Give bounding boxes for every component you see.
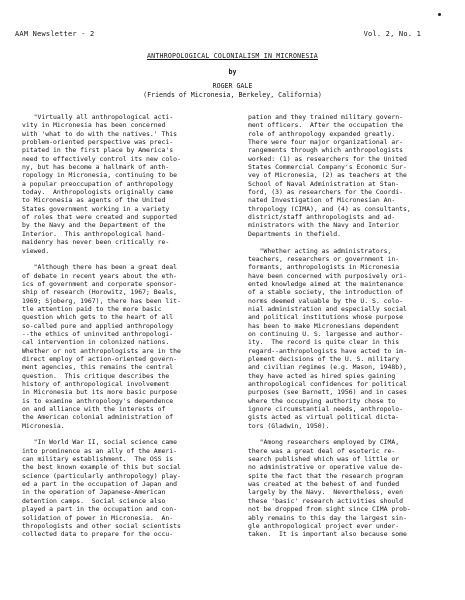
text-line: nial administration and especially social xyxy=(248,304,407,313)
text-line: teachers, researchers or government in- xyxy=(248,254,400,263)
paragraph xyxy=(22,438,222,538)
text-line: ministrators with the Navy and Interior xyxy=(248,221,400,230)
text-line: tors (Gladwin, 1950). xyxy=(248,421,330,430)
text-line: regard--anthropologists have acted to im- xyxy=(248,346,407,355)
text-line: largely by the Navy. Nevertheless, even xyxy=(248,488,404,497)
right-column xyxy=(248,113,448,547)
text-line: 1969; Sjoberg, 1967), there has been lit- xyxy=(22,296,181,305)
text-line: and political institutions whose purpose xyxy=(248,313,404,322)
text-line: maidenry has never been critically re- xyxy=(22,238,170,247)
text-line: viewed. xyxy=(22,246,50,255)
text-line: to Micronesia as agents of the United xyxy=(22,196,166,205)
text-line: spite the fact that the research program xyxy=(248,471,404,480)
text-line: pitated in the first place by America's xyxy=(22,146,174,155)
text-line: ship of research (Horowitz, 1967; Beals, xyxy=(22,288,178,297)
text-line: Departments in thefield. xyxy=(248,229,342,238)
text-line: they have acted as hired spies gaining xyxy=(248,371,396,380)
text-line: science (particularly anthropology) play- xyxy=(22,471,181,480)
text-line: pation and they trained military govern- xyxy=(248,113,404,121)
text-line: plement decisions of the U. S. military xyxy=(248,354,400,363)
text-line: rangements through which anthropologists xyxy=(248,146,404,155)
author-name: ROGER GALE xyxy=(212,82,253,90)
text-line: gle anthropological project ever under- xyxy=(248,521,400,530)
text-line: of roles that were created and supported xyxy=(22,213,178,222)
running-header-left: AAM Newsletter - 2 xyxy=(15,30,95,38)
text-line: no administrative or operative value de- xyxy=(248,463,404,472)
text-line: States government working in a variety xyxy=(22,204,170,213)
text-line: formants, anthropologists in Micronesia xyxy=(248,263,400,272)
text-line: "Whether acting as administrators, xyxy=(248,246,392,255)
text-line: Whether or not anthropologists are in the xyxy=(22,346,181,355)
page-mark xyxy=(438,13,441,16)
paragraph xyxy=(248,113,448,238)
text-line: have been concerned with purposively ori- xyxy=(248,271,407,280)
text-line: question. This critique describes the xyxy=(22,371,170,380)
text-line: cal intervention in colonized nations. xyxy=(22,338,170,347)
text-line: the American colonial administration of xyxy=(22,413,174,422)
text-line: by the Navy and the Department of the xyxy=(22,221,166,230)
text-line: norms deemed valuable by the U. S. colo- xyxy=(248,296,404,305)
text-line: gists acted as virtual political dicta- xyxy=(248,413,400,422)
text-line: on and alliance with the interests of xyxy=(22,405,166,414)
left-column xyxy=(22,113,222,547)
text-line: of a stable society, the introduction of xyxy=(248,288,404,297)
text-line: can military establishment. The OSS is xyxy=(22,455,174,464)
text-line: nated Investigation of Micronesian An- xyxy=(248,196,396,205)
text-line: ment agencies, this remains the central xyxy=(22,363,174,372)
text-line: not be dropped from sight since CIMA prob- xyxy=(248,505,411,514)
text-line: is to examine anthropology's dependence xyxy=(22,396,174,405)
text-line: Interior. This anthropological hand- xyxy=(22,229,166,238)
text-line: "In World War II, social science came xyxy=(22,438,178,447)
text-line: on continuing U. S. largesse and author- xyxy=(248,329,404,338)
text-line: anthropological confidences for political xyxy=(248,380,407,388)
text-line: vey of Micronesia, (2) as teachers at the xyxy=(248,171,407,180)
text-line: ed a part in the occupation of Japan and xyxy=(22,480,178,489)
text-line: the best known example of this but social xyxy=(22,463,181,472)
text-line: there was a great deal of esoteric re- xyxy=(248,446,396,455)
paragraph xyxy=(22,113,222,255)
text-line: a popular preoccupation of anthropology xyxy=(22,179,174,188)
text-line: taken. It is important also because some xyxy=(248,530,407,539)
text-line: was created at the behest of and funded xyxy=(248,480,400,489)
text-line: search published which was of little or xyxy=(248,455,400,464)
text-line: "Virtually all anthropological acti- xyxy=(22,113,174,121)
text-line: ropology in Micronesia, continuing to be xyxy=(22,171,178,180)
text-line: played a part in the occupation and con- xyxy=(22,505,178,514)
paragraph xyxy=(22,263,222,430)
text-line: "Among researchers employed by CIMA, xyxy=(248,438,400,447)
text-line: with 'what to do with the natives.' This xyxy=(22,129,178,138)
article-title: ANTHROPOLOGICAL COLONIALISM IN MICRONESIA xyxy=(147,52,318,60)
text-line: ity. The record is quite clear in this xyxy=(248,338,400,347)
text-line: into prominence as an ally of the Ameri- xyxy=(22,446,178,455)
text-line: thropologists and other social scientists xyxy=(22,521,181,530)
text-line: role of anthropology expanded greatly. xyxy=(248,129,396,138)
text-line: ented knowledge aimed at the maintenance xyxy=(248,279,404,288)
text-line: these 'basic' research activities should xyxy=(248,496,404,505)
running-header-right: Vol. 2, No. 1 xyxy=(363,30,421,38)
text-line: ment officers. After the occupation the xyxy=(248,121,404,130)
text-line: School of Naval Administration at Stan- xyxy=(248,179,400,188)
text-line: where the occupying authority chose to xyxy=(248,396,396,405)
text-line: tle attention paid to the more basic xyxy=(22,304,162,313)
text-line: There were four major organizational ar- xyxy=(248,138,404,147)
text-line: need to effectively control its new colo- xyxy=(22,154,181,163)
text-line: has been to make Micronesians dependent xyxy=(248,321,400,330)
text-line: vity in Micronesia has been concerned xyxy=(22,121,166,130)
paragraph xyxy=(248,247,448,431)
byline-by: by xyxy=(228,68,237,76)
text-line: purposes (see Barnett, 1956) and in cases xyxy=(248,388,407,397)
author-affiliation: (Friends of Micronesia, Berkeley, California) xyxy=(143,91,322,99)
text-line: district/staff anthropologists and ad- xyxy=(248,213,396,222)
text-line: and civilian regimes (e.g. Mason, 1948b), xyxy=(248,363,407,372)
text-line: of debate in recent years about the eth- xyxy=(22,271,178,280)
text-line: worked: (1) as researchers for the United xyxy=(248,154,407,163)
text-line: collected data to prepare for the occu- xyxy=(22,530,174,539)
text-line: --the ethics of uninvited anthropologi- xyxy=(22,329,174,338)
text-line: today. Anthropologists originally came xyxy=(22,188,174,197)
text-line: ny, but has become a hallmark of anth- xyxy=(22,163,170,172)
paragraph xyxy=(248,438,448,538)
text-line: solidation of power in Micronesia. An- xyxy=(22,513,174,522)
text-line: in the operation of Japanese-American xyxy=(22,488,166,497)
text-line: ignore circumstantial needs, anthropolo- xyxy=(248,405,404,414)
text-line: thropology (CIMA), and (4) as consultants, xyxy=(248,204,411,213)
text-line: direct employ of action-oriented govern- xyxy=(22,354,178,363)
text-line: ford, (3) as researchers for the Coordi- xyxy=(248,188,404,197)
text-line: "Although there has been a great deal xyxy=(22,263,178,272)
text-line: Micronesia. xyxy=(22,421,65,430)
text-line: problem-oriented perspective was preci- xyxy=(22,138,174,147)
text-line: so-called pure and applied anthropology xyxy=(22,321,174,330)
text-line: States Commercial Company's Economic Sur- xyxy=(248,163,407,172)
text-line: ics of government and corporate sponsor- xyxy=(22,279,178,288)
text-line: detention camps. Social science also xyxy=(22,496,166,505)
text-line: question which gets to the heart of all xyxy=(22,313,174,322)
text-line: history of anthropological involvement xyxy=(22,380,170,388)
text-line: ably remains to this day the largest sin- xyxy=(248,513,407,522)
text-line: in Micronesia but its more basic purpose xyxy=(22,388,178,397)
